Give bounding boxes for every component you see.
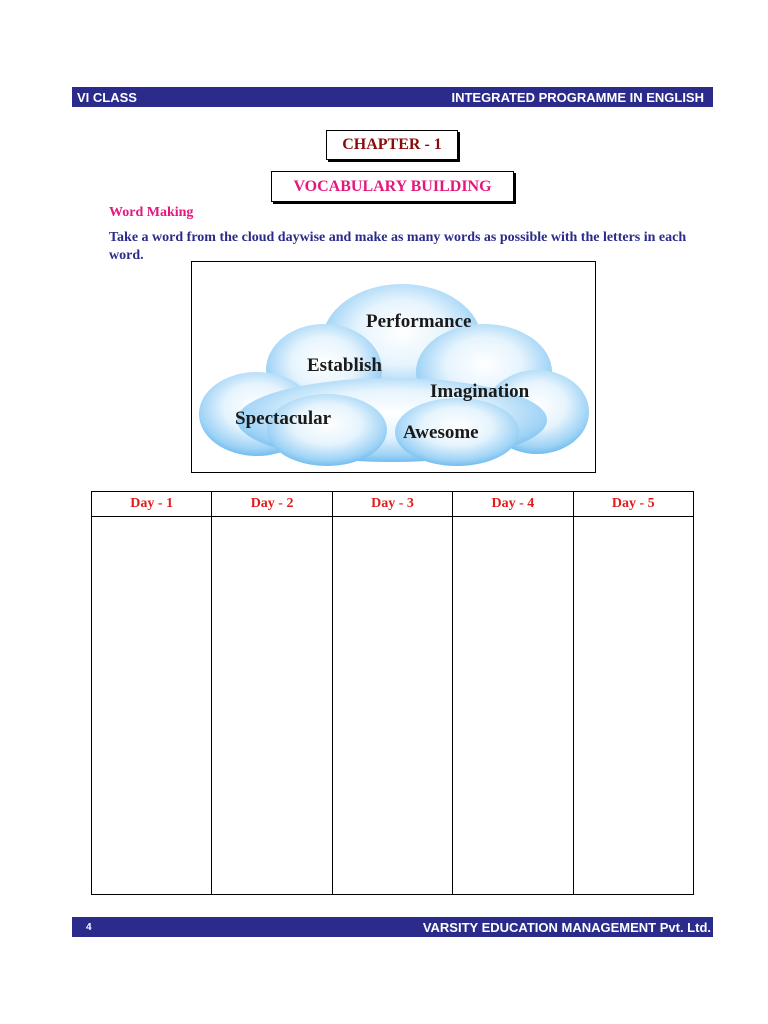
day-3-cell (332, 517, 452, 895)
page-number: 4 (86, 921, 92, 933)
cloud-word-awesome: Awesome (403, 422, 479, 443)
cloud-word-spectacular: Spectacular (235, 408, 332, 429)
instruction-text: Take a word from the cloud daywise and make as many words as possible with the letters in each word. (109, 230, 687, 263)
cloud-word-imagination: Imagination (430, 381, 530, 402)
day-1-cell (92, 517, 212, 895)
section-title: Word Making (109, 205, 194, 220)
table-header-row (92, 492, 694, 517)
chapter-title: CHAPTER - 1 (326, 130, 458, 160)
cloud-shape (192, 262, 595, 472)
day-2-cell (212, 517, 332, 895)
day-3-header: Day - 3 (332, 492, 452, 517)
topic-title: VOCABULARY BUILDING (271, 171, 514, 202)
day-2-header: Day - 2 (212, 492, 332, 517)
publisher-name: VARSITY EDUCATION MANAGEMENT Pvt. Ltd. (422, 919, 711, 935)
day-4-header: Day - 4 (453, 492, 573, 517)
footer-bar (72, 917, 713, 937)
day-5-header: Day - 5 (573, 492, 693, 517)
day-1-header: Day - 1 (92, 492, 212, 517)
table-row (92, 517, 694, 895)
day-5-cell (573, 517, 693, 895)
cloud-word-establish: Establish (307, 355, 382, 376)
header-bar (72, 87, 713, 107)
class-label: VI CLASS (77, 89, 137, 105)
programme-label: INTEGRATED PROGRAMME IN ENGLISH (451, 89, 704, 105)
cloud-word-performance: Performance (366, 311, 472, 332)
day-4-cell (453, 517, 573, 895)
days-table (91, 491, 694, 895)
word-cloud (191, 261, 596, 473)
